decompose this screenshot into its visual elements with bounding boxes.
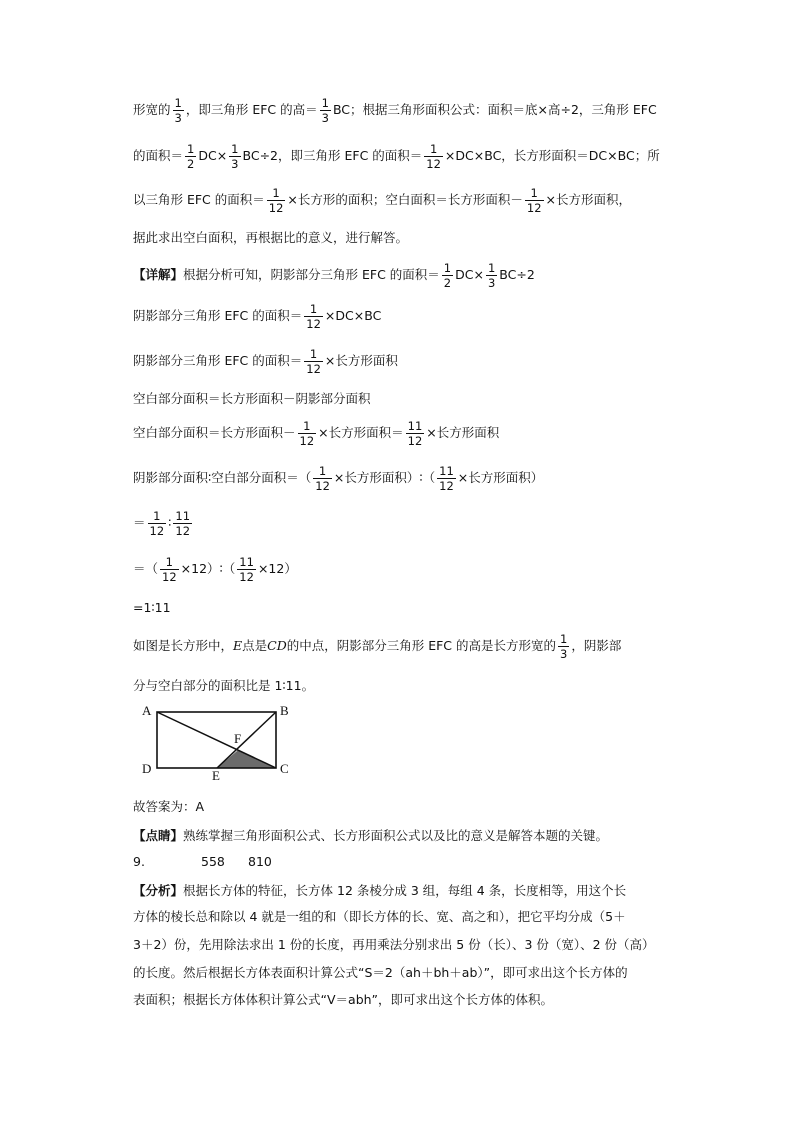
text: 熟练掌握三角形面积公式、长方形面积公式以及比的意义是解答本题的关键。: [183, 828, 609, 843]
text-line-7: [133, 348, 694, 375]
fraction: $\frac{1}{3}$: [487, 261, 496, 291]
text: ，即三角形 EFC 的高＝: [185, 102, 318, 118]
text: 方体的棱长总和除以 4 就是一组的和（即长方体的长、宽、高之和），把它平均分成（5＋: [133, 909, 626, 924]
text: 根据长方体的特征，长方体 12 条棱分成 3 组，每组 4 条，长度相等，用这个长: [183, 883, 627, 898]
text: ×长方形的面积；空白面积＝长方形面积－: [287, 192, 523, 208]
segment-label: CD: [267, 638, 287, 654]
label-e: E: [212, 768, 220, 782]
analysis-line-2: [133, 911, 694, 924]
text: DC×: [198, 148, 228, 164]
text: 以三角形 EFC 的面积＝: [133, 192, 265, 208]
fraction: $\frac{11}{12}$: [439, 464, 454, 494]
question-number: 9.: [133, 854, 145, 869]
text: BC÷2: [499, 267, 535, 283]
text: 的长度。然后根据长方体表面积计算公式“S＝2（ah＋bh＋ab）”，即可求出这个长方体的: [133, 965, 628, 980]
label-a: A: [142, 703, 152, 718]
text: ，阴影部: [571, 638, 622, 654]
text: ∶: [168, 515, 172, 531]
text-line-4: [133, 232, 694, 245]
text: 表面积；根据长方体体积计算公式“V＝abh”，即可求出这个长方体的体积。: [133, 992, 554, 1007]
fraction: $\frac{11}{12}$: [175, 509, 191, 539]
text-line-3: [133, 187, 694, 214]
text: =1∶11: [133, 600, 171, 615]
text: 空白部分面积＝长方形面积－: [133, 425, 296, 441]
text: ×长方形面积: [426, 425, 500, 441]
text-line-5: [133, 262, 694, 289]
text: 3＋2）份，先用除法求出 1 份的长度，再用乘法分别求出 5 份（长）、3 份（宽）、2 份（高）: [133, 937, 655, 952]
text: BC；根据三角形面积公式：面积＝底×高÷2，三角形 EFC: [332, 102, 657, 118]
point-line: [133, 830, 694, 843]
fraction: $\frac{1}{12}$: [306, 347, 321, 377]
label-b: B: [280, 703, 289, 718]
text: ＝（: [133, 561, 159, 577]
text: 点是: [242, 638, 268, 654]
text: ×长方形面积＝: [318, 425, 404, 441]
label-c: C: [280, 761, 289, 776]
text: 的中点，阴影部分三角形 EFC 的高是长方形宽的: [286, 638, 557, 654]
text: 据此求出空白面积，再根据比的意义，进行解答。: [133, 230, 409, 245]
text: 阴影部分面积∶空白部分面积＝（: [133, 470, 312, 486]
fraction: $\frac{1}{3}$: [231, 142, 239, 172]
text: 根据分析可知，阴影部分三角形 EFC 的面积＝: [183, 267, 440, 283]
text-line-1: [133, 97, 694, 124]
fraction: $\frac{1}{12}$: [149, 509, 165, 539]
fraction: $\frac{1}{3}$: [560, 632, 568, 662]
text: ×12）∶（: [180, 561, 236, 577]
text-line-14: [133, 633, 694, 660]
label-f: F: [234, 731, 242, 746]
text-line-12: [133, 556, 694, 583]
fraction: $\frac{1}{12}$: [162, 555, 177, 585]
text: ＝: [133, 515, 146, 531]
fraction: $\frac{11}{12}$: [407, 419, 423, 449]
text: ×DC×BC，长方形面积＝DC×BC；所: [444, 148, 660, 164]
text-line-2: [133, 143, 694, 170]
text: 形宽的: [133, 102, 171, 118]
fraction: $\frac{1}{2}$: [187, 142, 195, 172]
text: 空白部分面积＝长方形面积－阴影部分面积: [133, 391, 371, 406]
fraction: $\frac{1}{3}$: [174, 96, 182, 126]
text-line-8: [133, 393, 694, 406]
text-line-6: [133, 303, 694, 330]
label-d: D: [142, 761, 152, 776]
text: 阴影部分三角形 EFC 的面积＝: [133, 353, 303, 369]
analysis-line-4: [133, 967, 694, 980]
fraction: $\frac{1}{12}$: [526, 186, 542, 216]
rectangle-figure: [138, 700, 298, 782]
text: ×长方形面积）: [457, 470, 544, 486]
text-line-9: [133, 420, 694, 447]
text: 分与空白部分的面积比是 1∶11。: [133, 678, 315, 693]
answer-line: [133, 801, 694, 814]
fraction: $\frac{1}{12}$: [315, 464, 330, 494]
fraction: $\frac{1}{12}$: [306, 302, 321, 332]
text: ×长方形面积: [324, 353, 398, 369]
fraction: $\frac{1}{12}$: [299, 419, 315, 449]
text: 阴影部分三角形 EFC 的面积＝: [133, 308, 303, 324]
fraction: $\frac{11}{12}$: [239, 555, 254, 585]
section-tag: 【详解】: [133, 267, 184, 283]
text: ×长方形面积，: [545, 192, 632, 208]
fraction: $\frac{1}{3}$: [321, 96, 329, 126]
text-line-13: [133, 602, 694, 615]
text-line-15: [133, 680, 694, 693]
answer-1: 558: [201, 854, 225, 869]
text: 的面积＝: [133, 148, 184, 164]
analysis-line-1: [133, 885, 694, 898]
analysis-line-5: [133, 994, 694, 1007]
text-line-10: [133, 465, 694, 492]
diagonal-ac: [157, 712, 276, 768]
text: ×12）: [257, 561, 297, 577]
fraction: $\frac{1}{12}$: [426, 142, 441, 172]
text: DC×: [455, 267, 484, 283]
text: ×DC×BC: [324, 308, 382, 324]
analysis-line-3: [133, 939, 694, 952]
point-label: E: [233, 638, 243, 654]
text: BC÷2，即三角形 EFC 的面积＝: [242, 148, 423, 164]
fraction: $\frac{1}{12}$: [268, 186, 284, 216]
text-line-11: [133, 510, 694, 537]
section-tag: 【点睛】: [133, 828, 184, 843]
fraction: $\frac{1}{2}$: [443, 261, 452, 291]
text: 如图是长方形中，: [133, 638, 234, 654]
answer-text: 故答案为：A: [133, 799, 205, 814]
question-9-line: [133, 856, 694, 869]
section-tag: 【分析】: [133, 883, 184, 898]
text: ×长方形面积）∶（: [333, 470, 436, 486]
answer-2: 810: [248, 854, 272, 869]
